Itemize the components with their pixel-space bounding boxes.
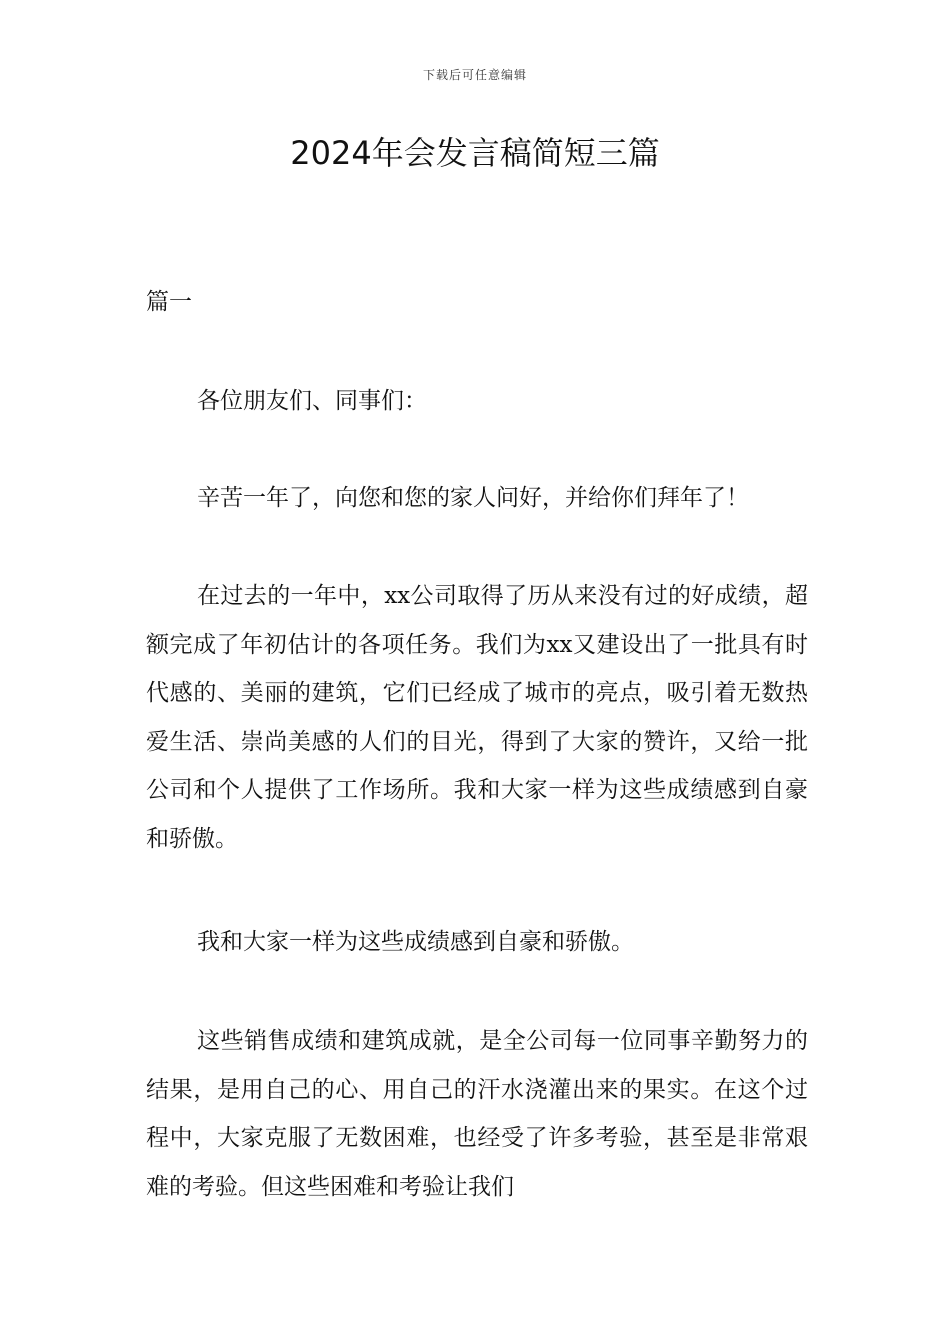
paragraph-achievements: 在过去的一年中，xx公司取得了历从来没有过的好成绩，超额完成了年初估计的各项任务。我们为xx又建设出了一批具有时代感的、美丽的建筑，它们已经成了城市的亮点，吸引着无数热爱生活、崇尚美感的人们的目光，得到了大家的赞许，又给一批公司和个人提供了工作场所。我和大家一样为这些成绩感到自豪和骄傲。 [146,583,808,852]
header-note: 下载后可任意编辑 [422,68,527,82]
document-title: 2024年会发言稿简短三篇 [290,134,660,172]
paragraph-pride: 我和大家一样为这些成绩感到自豪和骄傲。 [197,929,634,955]
section-label: 篇一 [146,289,192,315]
paragraph-greeting: 各位朋友们、同事们： [197,388,427,414]
paragraph-efforts: 这些销售成绩和建筑成就，是全公司每一位同事辛勤努力的结果，是用自己的心、用自己的汗水浇灌出来的果实。在这个过程中，大家克服了无数困难，也经受了许多考验，甚至是非常艰难的考验。但这些困难和考验让我们 [146,1028,808,1200]
paragraph-new-year-wishes: 辛苦一年了，向您和您的家人问好，并给你们拜年了！ [197,485,749,511]
